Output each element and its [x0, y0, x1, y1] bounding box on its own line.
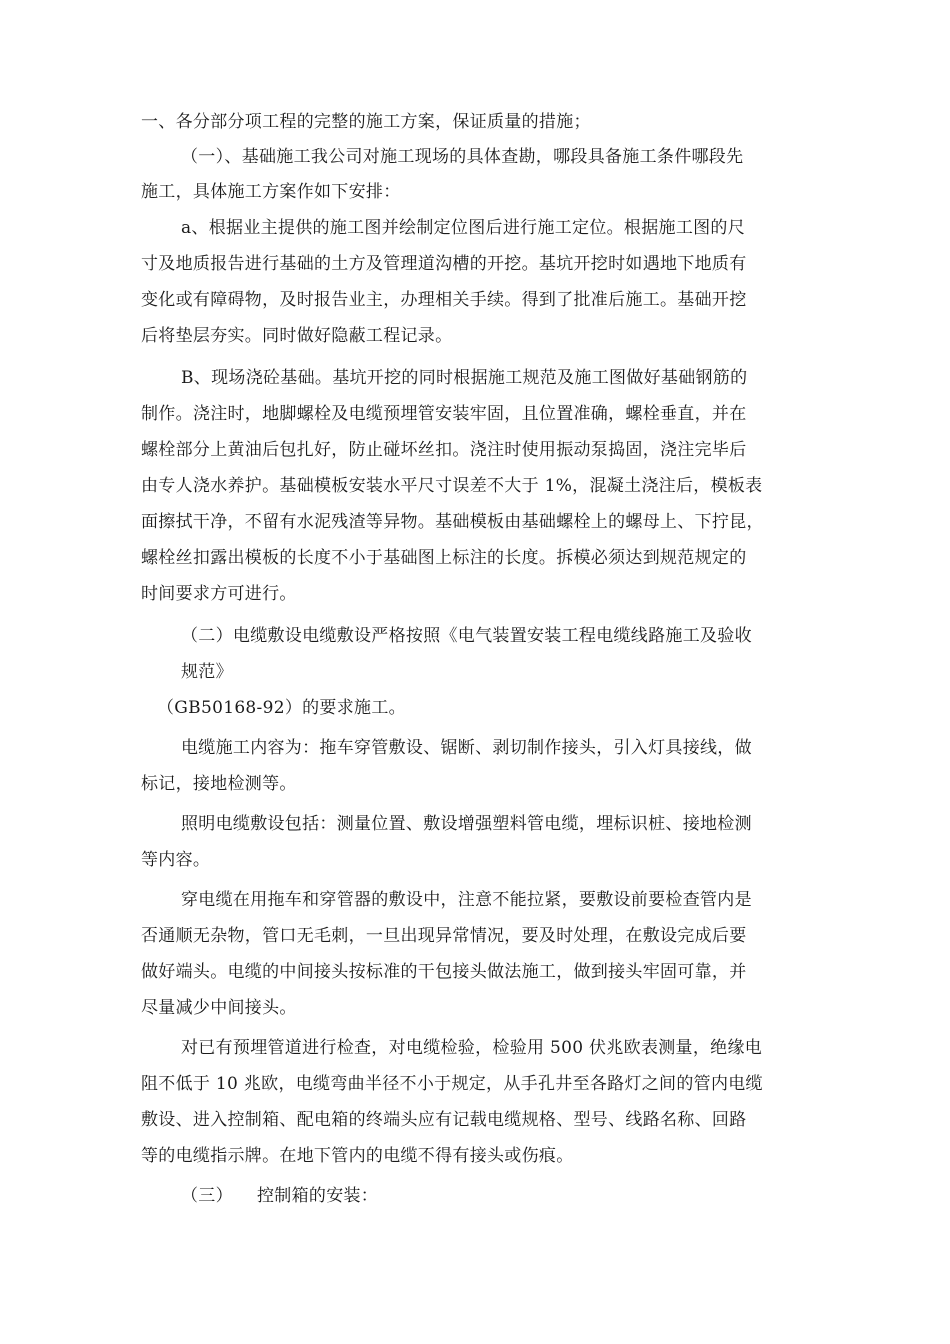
text-line: 等的电缆指示牌。在地下管内的电缆不得有接头或伤痕。: [141, 1146, 574, 1166]
text-line: 否通顺无杂物，管口无毛刺，一旦出现异常情况，要及时处理，在敷设完成后要: [141, 926, 747, 946]
text-line: 制作。浇注时，地脚螺栓及电缆预埋管安装牢固，且位置准确，螺栓垂直，并在: [141, 404, 747, 424]
text-line: 面擦拭干净，不留有水泥残渣等异物。基础模板由基础螺栓上的螺母上、下拧昆，: [141, 512, 764, 532]
text-line: 由专人浇水养护。基础模板安装水平尺寸误差不大于 1%，混凝土浇注后，模板表: [141, 476, 763, 496]
text-line: 等内容。: [141, 850, 211, 870]
text-line: （二）电缆敷设电缆敷设严格按照《电气装置安装工程电缆线路施工及验收: [181, 626, 752, 646]
text-line: 规范》: [181, 662, 233, 682]
text-line: 施工，具体施工方案作如下安排：: [141, 182, 401, 202]
text-line: 时间要求方可进行。: [141, 584, 297, 604]
text-line: 做好端头。电缆的中间接头按标准的干包接头做法施工，做到接头牢固可靠，并: [141, 962, 747, 982]
text-line: 后将垫层夯实。同时做好隐蔽工程记录。: [141, 326, 453, 346]
text-line: 螺栓部分上黄油后包扎好，防止碰坏丝扣。浇注时使用振动泵捣固，浇注完毕后: [141, 440, 747, 460]
text-line: a、根据业主提供的施工图并绘制定位图后进行施工定位。根据施工图的尺: [181, 218, 746, 238]
text-line: （GB50168-92）的要求施工。: [157, 698, 406, 718]
text-line: 电缆施工内容为：拖车穿管敷设、锯断、剥切制作接头，引入灯具接线，做: [181, 738, 752, 758]
section-title: 控制箱的安装：: [257, 1186, 379, 1206]
text-line: 变化或有障碍物，及时报告业主，办理相关手续。得到了批准后施工。基础开挖: [141, 290, 747, 310]
text-line: 照明电缆敷设包括：测量位置、敷设增强塑料管电缆，埋标识桩、接地检测: [181, 814, 752, 834]
text-line: （一）、基础施工我公司对施工现场的具体查勘，哪段具备施工条件哪段先: [181, 147, 744, 167]
text-line: 尽量减少中间接头。: [141, 998, 297, 1018]
text-line: 穿电缆在用拖车和穿管器的敷设中，注意不能拉紧，要敷设前要检查管内是: [181, 890, 752, 910]
text-line: 螺栓丝扣露出模板的长度不小于基础图上标注的长度。拆模必须达到规范规定的: [141, 548, 747, 568]
text-line: 阻不低于 10 兆欧，电缆弯曲半径不小于规定，从手孔井至各路灯之间的管内电缆: [141, 1074, 763, 1094]
section-number: （三）: [181, 1186, 233, 1206]
text-line: B、现场浇砼基础。基坑开挖的同时根据施工规范及施工图做好基础钢筋的: [181, 368, 748, 388]
text-line: 敷设、进入控制箱、配电箱的终端头应有记载电缆规格、型号、线路名称、回路: [141, 1110, 747, 1130]
text-line: 标记，接地检测等。: [141, 774, 297, 794]
text-line: 寸及地质报告进行基础的土方及管理道沟槽的开挖。基坑开挖时如遇地下地质有: [141, 254, 747, 274]
text-line: 对已有预埋管道进行检查，对电缆检验，检验用 500 伏兆欧表测量，绝缘电: [181, 1038, 763, 1058]
document-heading: 一、各分部分项工程的完整的施工方案，保证质量的措施；: [141, 112, 591, 132]
